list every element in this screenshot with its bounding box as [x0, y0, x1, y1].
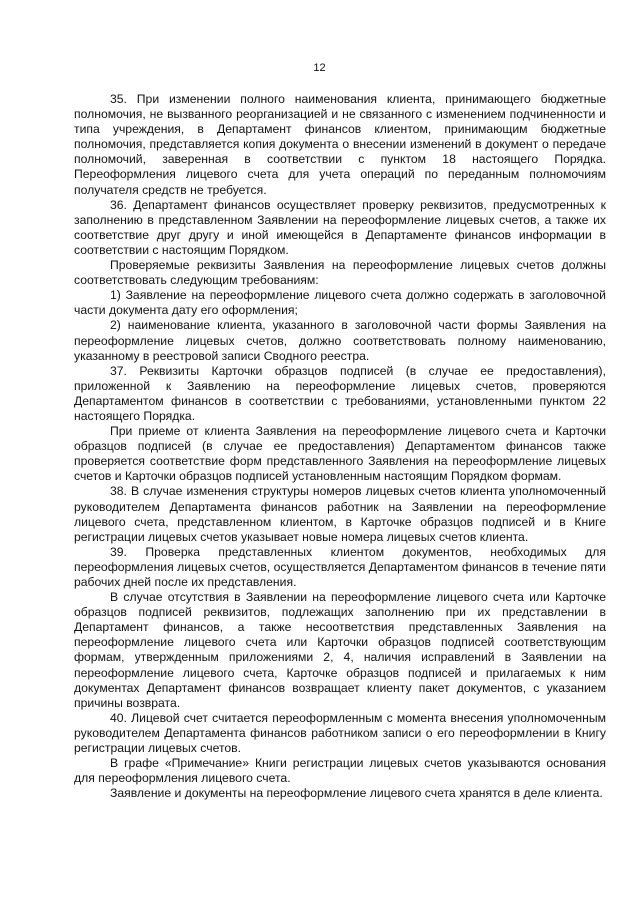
paragraph-requirements-intro: Проверяемые реквизиты Заявления на переоформление лицевых счетов должны соответствовать следующим требованиям:	[74, 258, 606, 288]
paragraph-40: 40. Лицевой счет считается переоформленным с момента внесения уполномоченным руководителем Департамента финансов работником записи о его переоформлении в Книгу регистрации лицевых счетов.	[74, 710, 606, 756]
paragraph-39-return: В случае отсутствия в Заявлении на переоформление лицевого счета или Карточке образцов подписей реквизитов, подлежащих заполнению при их представлении в Департамент финансов, а также несоответствия представленных Заявления на переоформление лицевого счета или Карточки образцов подписей соответствующим формам, утвержденным приложениями 2, 4, наличия исправлений в Заявлении на переоформление лицевого счета, Карточке образцов подписей и прилагаемых к ним документах Департамент финансов возвращает клиенту пакет документов, с указанием причины возврата.	[74, 590, 606, 710]
paragraph-35: 35. При изменении полного наименования клиента, принимающего бюджетные полномочия, не вызванного реорганизацией и не связанного с изменением подчиненности и типа учреждения, в Департамент финансов клиентом, принимающим бюджетные полномочия, представляется копия документа о внесении изменений в документ о передаче полномочий, заверенная в соответствии с пунктом 18 настоящего Порядка. Переоформления лицевого счета для учета операций по переданным полномочиям получателя средств не требуется.	[74, 92, 606, 197]
paragraph-40-storage: Заявление и документы на переоформление лицевого счета хранятся в деле клиента.	[110, 786, 603, 801]
paragraph-36: 36. Департамент финансов осуществляет проверку реквизитов, предусмотренных к заполнению в представленном Заявлении на переоформление лицевых счетов, а также их соответствие друг другу и иной имеющейся в Департаменте финансов информации в соответствии с настоящим Порядком.	[74, 197, 606, 257]
paragraph-38: 38. В случае изменения структуры номеров лицевых счетов клиента уполномоченный руководителем Департамента финансов работник на Заявлении на переоформление лицевого счета, представленном клиентом, в Карточке образцов подписей и в Книге регистрации лицевых счетов указывает новые номера лицевых счетов клиента.	[74, 484, 606, 544]
paragraph-39: 39. Проверка представленных клиентом документов, необходимых для переоформления лицевых счетов, осуществляется Департаментом финансов в течение пяти рабочих дней после их представления.	[74, 544, 606, 589]
paragraph-requirement-2: 2) наименование клиента, указанного в заголовочной части формы Заявления на переоформление лицевых счетов, должно соответствовать полному наименованию, указанному в реестровой записи Сводного реестра.	[74, 318, 606, 363]
paragraph-37-acceptance: При приеме от клиента Заявления на переоформление лицевого счета и Карточки образцов подписей (в случае ее предоставления) Департаментом финансов также проверяется соответствие форм представленного Заявления на переоформление лицевых счетов и Карточки образцов подписей установленным настоящим Порядком формам.	[74, 424, 606, 484]
paragraph-requirement-1: 1) Заявление на переоформление лицевого счета должно содержать в заголовочной части документа дату его оформления;	[74, 288, 606, 318]
document-body	[74, 92, 606, 801]
paragraph-40-note: В графе «Примечание» Книги регистрации лицевых счетов указываются основания для переоформления лицевого счета.	[74, 756, 606, 786]
page-number: 12	[313, 62, 326, 74]
paragraph-37: 37. Реквизиты Карточки образцов подписей (в случае ее предоставления), приложенной к Заявлению на переоформление лицевых счетов, проверяются Департаментом финансов в соответствии с требованиями, установленными пунктом 22 настоящего Порядка.	[74, 363, 606, 423]
